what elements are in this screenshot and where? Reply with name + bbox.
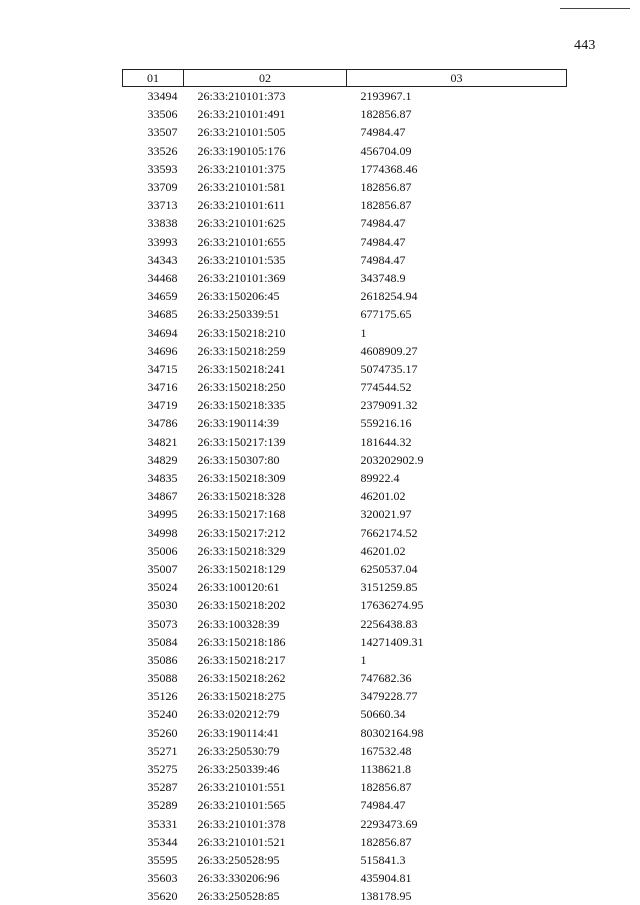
row-number-cell: 35275 xyxy=(147,762,178,777)
row-number-cell: 33526 xyxy=(147,143,178,158)
cadastral-number-cell: 26:33:150218:275 xyxy=(197,689,286,704)
row-number-cell: 33993 xyxy=(147,234,178,249)
row-number-cell: 35086 xyxy=(147,652,178,667)
table-row xyxy=(123,105,567,123)
column-header-03: 03 xyxy=(347,70,567,87)
table-row xyxy=(123,123,567,141)
row-number-cell: 34696 xyxy=(147,343,178,358)
row-number-cell: 34719 xyxy=(147,398,178,413)
cadastral-number-cell: 26:33:210101:581 xyxy=(197,180,286,195)
cadastral-number-cell: 26:33:190114:41 xyxy=(197,725,280,740)
value-cell: 46201.02 xyxy=(360,543,406,558)
value-cell: 74984.47 xyxy=(360,798,406,813)
table-row xyxy=(123,760,567,778)
cadastral-number-cell: 26:33:210101:611 xyxy=(197,198,286,213)
cadastral-number-cell: 26:33:250528:95 xyxy=(197,852,280,867)
table-row xyxy=(123,342,567,360)
row-number-cell: 35073 xyxy=(147,616,178,631)
row-number-cell: 34468 xyxy=(147,270,178,285)
table-row xyxy=(123,378,567,396)
value-cell: 4608909.27 xyxy=(360,343,418,358)
table-row xyxy=(123,323,567,341)
cadastral-number-cell: 26:33:210101:625 xyxy=(197,216,286,231)
row-number-cell: 33593 xyxy=(147,161,178,176)
value-cell: 559216.16 xyxy=(360,416,412,431)
value-cell: 182856.87 xyxy=(360,834,412,849)
table-row xyxy=(123,887,567,905)
value-cell: 747682.36 xyxy=(360,671,412,686)
row-number-cell: 33838 xyxy=(147,216,178,231)
value-cell: 80302164.98 xyxy=(360,725,424,740)
cadastral-number-cell: 26:33:210101:655 xyxy=(197,234,286,249)
table-row xyxy=(123,251,567,269)
table-row xyxy=(123,160,567,178)
table-row xyxy=(123,614,567,632)
row-number-cell: 35595 xyxy=(147,852,178,867)
row-number-cell: 35289 xyxy=(147,798,178,813)
cadastral-number-cell: 26:33:020212:79 xyxy=(197,707,280,722)
cadastral-number-cell: 26:33:250530:79 xyxy=(197,743,280,758)
value-cell: 2379091.32 xyxy=(360,398,418,413)
row-number-cell: 34998 xyxy=(147,525,178,540)
value-cell: 89922.4 xyxy=(360,471,400,486)
value-cell: 138178.95 xyxy=(360,889,412,904)
value-cell: 182856.87 xyxy=(360,180,412,195)
row-number-cell: 35620 xyxy=(147,889,178,904)
table-header xyxy=(123,70,567,87)
row-number-cell: 34835 xyxy=(147,471,178,486)
table-row xyxy=(123,542,567,560)
cadastral-number-cell: 26:33:210101:551 xyxy=(197,780,286,795)
table-row xyxy=(123,869,567,887)
cadastral-number-cell: 26:33:150218:250 xyxy=(197,380,286,395)
cadastral-number-cell: 26:33:190114:39 xyxy=(197,416,280,431)
table-row xyxy=(123,596,567,614)
row-number-cell: 34829 xyxy=(147,452,178,467)
value-cell: 181644.32 xyxy=(360,434,412,449)
value-cell: 3151259.85 xyxy=(360,580,418,595)
table-row xyxy=(123,87,567,106)
table-row xyxy=(123,669,567,687)
value-cell: 203202902.9 xyxy=(360,452,424,467)
row-number-cell: 34821 xyxy=(147,434,178,449)
cadastral-number-cell: 26:33:210101:378 xyxy=(197,816,286,831)
row-number-cell: 34715 xyxy=(147,361,178,376)
table-row xyxy=(123,396,567,414)
table-row xyxy=(123,414,567,432)
value-cell: 1138621.8 xyxy=(360,762,412,777)
cadastral-number-cell: 26:33:250339:46 xyxy=(197,762,280,777)
table-row xyxy=(123,178,567,196)
cadastral-number-cell: 26:33:150217:168 xyxy=(197,507,286,522)
header-rule xyxy=(560,8,630,9)
column-header-02: 02 xyxy=(184,70,347,87)
value-cell: 1 xyxy=(360,652,367,667)
table-row xyxy=(123,305,567,323)
value-cell: 46201.02 xyxy=(360,489,406,504)
table-row xyxy=(123,833,567,851)
row-number-cell: 35006 xyxy=(147,543,178,558)
column-header-01: 01 xyxy=(123,70,184,87)
cadastral-number-cell: 26:33:150218:217 xyxy=(197,652,286,667)
value-cell: 50660.34 xyxy=(360,707,406,722)
value-cell: 167532.48 xyxy=(360,743,412,758)
table-row xyxy=(123,560,567,578)
value-cell: 456704.09 xyxy=(360,143,412,158)
value-cell: 3479228.77 xyxy=(360,689,418,704)
table-row xyxy=(123,196,567,214)
cadastral-number-cell: 26:33:150218:309 xyxy=(197,471,286,486)
table-row xyxy=(123,505,567,523)
value-cell: 182856.87 xyxy=(360,198,412,213)
table-row xyxy=(123,287,567,305)
row-number-cell: 35331 xyxy=(147,816,178,831)
value-cell: 17636274.95 xyxy=(360,598,424,613)
value-cell: 7662174.52 xyxy=(360,525,418,540)
row-number-cell: 35260 xyxy=(147,725,178,740)
cadastral-number-cell: 26:33:330206:96 xyxy=(197,871,280,886)
value-cell: 74984.47 xyxy=(360,216,406,231)
cadastral-number-cell: 26:33:210101:505 xyxy=(197,125,286,140)
row-number-cell: 34716 xyxy=(147,380,178,395)
row-number-cell: 33713 xyxy=(147,198,178,213)
cadastral-number-cell: 26:33:100328:39 xyxy=(197,616,280,631)
value-cell: 677175.65 xyxy=(360,307,412,322)
table-row xyxy=(123,469,567,487)
table-row xyxy=(123,651,567,669)
cadastral-number-cell: 26:33:150218:210 xyxy=(197,325,286,340)
cadastral-number-cell: 26:33:210101:491 xyxy=(197,107,286,122)
row-number-cell: 34786 xyxy=(147,416,178,431)
row-number-cell: 33494 xyxy=(147,89,178,104)
value-cell: 5074735.17 xyxy=(360,361,418,376)
table-row xyxy=(123,796,567,814)
cadastral-number-cell: 26:33:150218:241 xyxy=(197,361,286,376)
data-table xyxy=(122,69,567,905)
table-row xyxy=(123,687,567,705)
cadastral-number-cell: 26:33:150218:329 xyxy=(197,543,286,558)
cadastral-number-cell: 26:33:150218:202 xyxy=(197,598,286,613)
table-row xyxy=(123,214,567,232)
table-row xyxy=(123,724,567,742)
page-number: 443 xyxy=(574,38,596,53)
row-number-cell: 35240 xyxy=(147,707,178,722)
cadastral-number-cell: 26:33:100120:61 xyxy=(197,580,280,595)
row-number-cell: 35030 xyxy=(147,598,178,613)
row-number-cell: 34343 xyxy=(147,252,178,267)
row-number-cell: 35603 xyxy=(147,871,178,886)
value-cell: 435904.81 xyxy=(360,871,412,886)
cadastral-number-cell: 26:33:150218:129 xyxy=(197,561,286,576)
table-row xyxy=(123,524,567,542)
cadastral-number-cell: 26:33:210101:369 xyxy=(197,270,286,285)
row-number-cell: 33709 xyxy=(147,180,178,195)
value-cell: 1774368.46 xyxy=(360,161,418,176)
value-cell: 774544.52 xyxy=(360,380,412,395)
table-row xyxy=(123,433,567,451)
row-number-cell: 35024 xyxy=(147,580,178,595)
value-cell: 2193967.1 xyxy=(360,89,412,104)
row-number-cell: 33507 xyxy=(147,125,178,140)
value-cell: 182856.87 xyxy=(360,107,412,122)
value-cell: 1 xyxy=(360,325,367,340)
header-row xyxy=(123,70,567,87)
cadastral-number-cell: 26:33:150218:186 xyxy=(197,634,286,649)
value-cell: 74984.47 xyxy=(360,125,406,140)
cadastral-number-cell: 26:33:150218:259 xyxy=(197,343,286,358)
row-number-cell: 34867 xyxy=(147,489,178,504)
table-row xyxy=(123,360,567,378)
cadastral-number-cell: 26:33:150218:328 xyxy=(197,489,286,504)
value-cell: 2618254.94 xyxy=(360,289,418,304)
cadastral-number-cell: 26:33:150218:262 xyxy=(197,671,286,686)
value-cell: 343748.9 xyxy=(360,270,406,285)
row-number-cell: 34995 xyxy=(147,507,178,522)
table-row xyxy=(123,233,567,251)
row-number-cell: 34659 xyxy=(147,289,178,304)
cadastral-number-cell: 26:33:210101:535 xyxy=(197,252,286,267)
table-row xyxy=(123,487,567,505)
cadastral-number-cell: 26:33:150217:139 xyxy=(197,434,286,449)
value-cell: 515841.3 xyxy=(360,852,406,867)
table-row xyxy=(123,451,567,469)
cadastral-number-cell: 26:33:150218:335 xyxy=(197,398,286,413)
value-cell: 74984.47 xyxy=(360,234,406,249)
table-row xyxy=(123,269,567,287)
cadastral-number-cell: 26:33:150307:80 xyxy=(197,452,280,467)
row-number-cell: 35271 xyxy=(147,743,178,758)
cadastral-number-cell: 26:33:210101:373 xyxy=(197,89,286,104)
cadastral-number-cell: 26:33:210101:521 xyxy=(197,834,286,849)
table-row xyxy=(123,142,567,160)
row-number-cell: 34685 xyxy=(147,307,178,322)
row-number-cell: 35084 xyxy=(147,634,178,649)
cadastral-number-cell: 26:33:250528:85 xyxy=(197,889,280,904)
row-number-cell: 35088 xyxy=(147,671,178,686)
row-number-cell: 35287 xyxy=(147,780,178,795)
cadastral-number-cell: 26:33:210101:565 xyxy=(197,798,286,813)
cadastral-number-cell: 26:33:150217:212 xyxy=(197,525,286,540)
table-row xyxy=(123,815,567,833)
table-row xyxy=(123,578,567,596)
cadastral-number-cell: 26:33:210101:375 xyxy=(197,161,286,176)
value-cell: 2256438.83 xyxy=(360,616,418,631)
table-row xyxy=(123,705,567,723)
row-number-cell: 33506 xyxy=(147,107,178,122)
value-cell: 2293473.69 xyxy=(360,816,418,831)
table-body xyxy=(123,87,567,905)
value-cell: 14271409.31 xyxy=(360,634,424,649)
row-number-cell: 35344 xyxy=(147,834,178,849)
row-number-cell: 34694 xyxy=(147,325,178,340)
table-row xyxy=(123,851,567,869)
cadastral-number-cell: 26:33:150206:45 xyxy=(197,289,280,304)
table-row xyxy=(123,633,567,651)
cadastral-number-cell: 26:33:190105:176 xyxy=(197,143,286,158)
value-cell: 74984.47 xyxy=(360,252,406,267)
table-row xyxy=(123,742,567,760)
table-row xyxy=(123,778,567,796)
row-number-cell: 35007 xyxy=(147,561,178,576)
value-cell: 320021.97 xyxy=(360,507,412,522)
value-cell: 6250537.04 xyxy=(360,561,418,576)
value-cell: 182856.87 xyxy=(360,780,412,795)
row-number-cell: 35126 xyxy=(147,689,178,704)
cadastral-number-cell: 26:33:250339:51 xyxy=(197,307,280,322)
